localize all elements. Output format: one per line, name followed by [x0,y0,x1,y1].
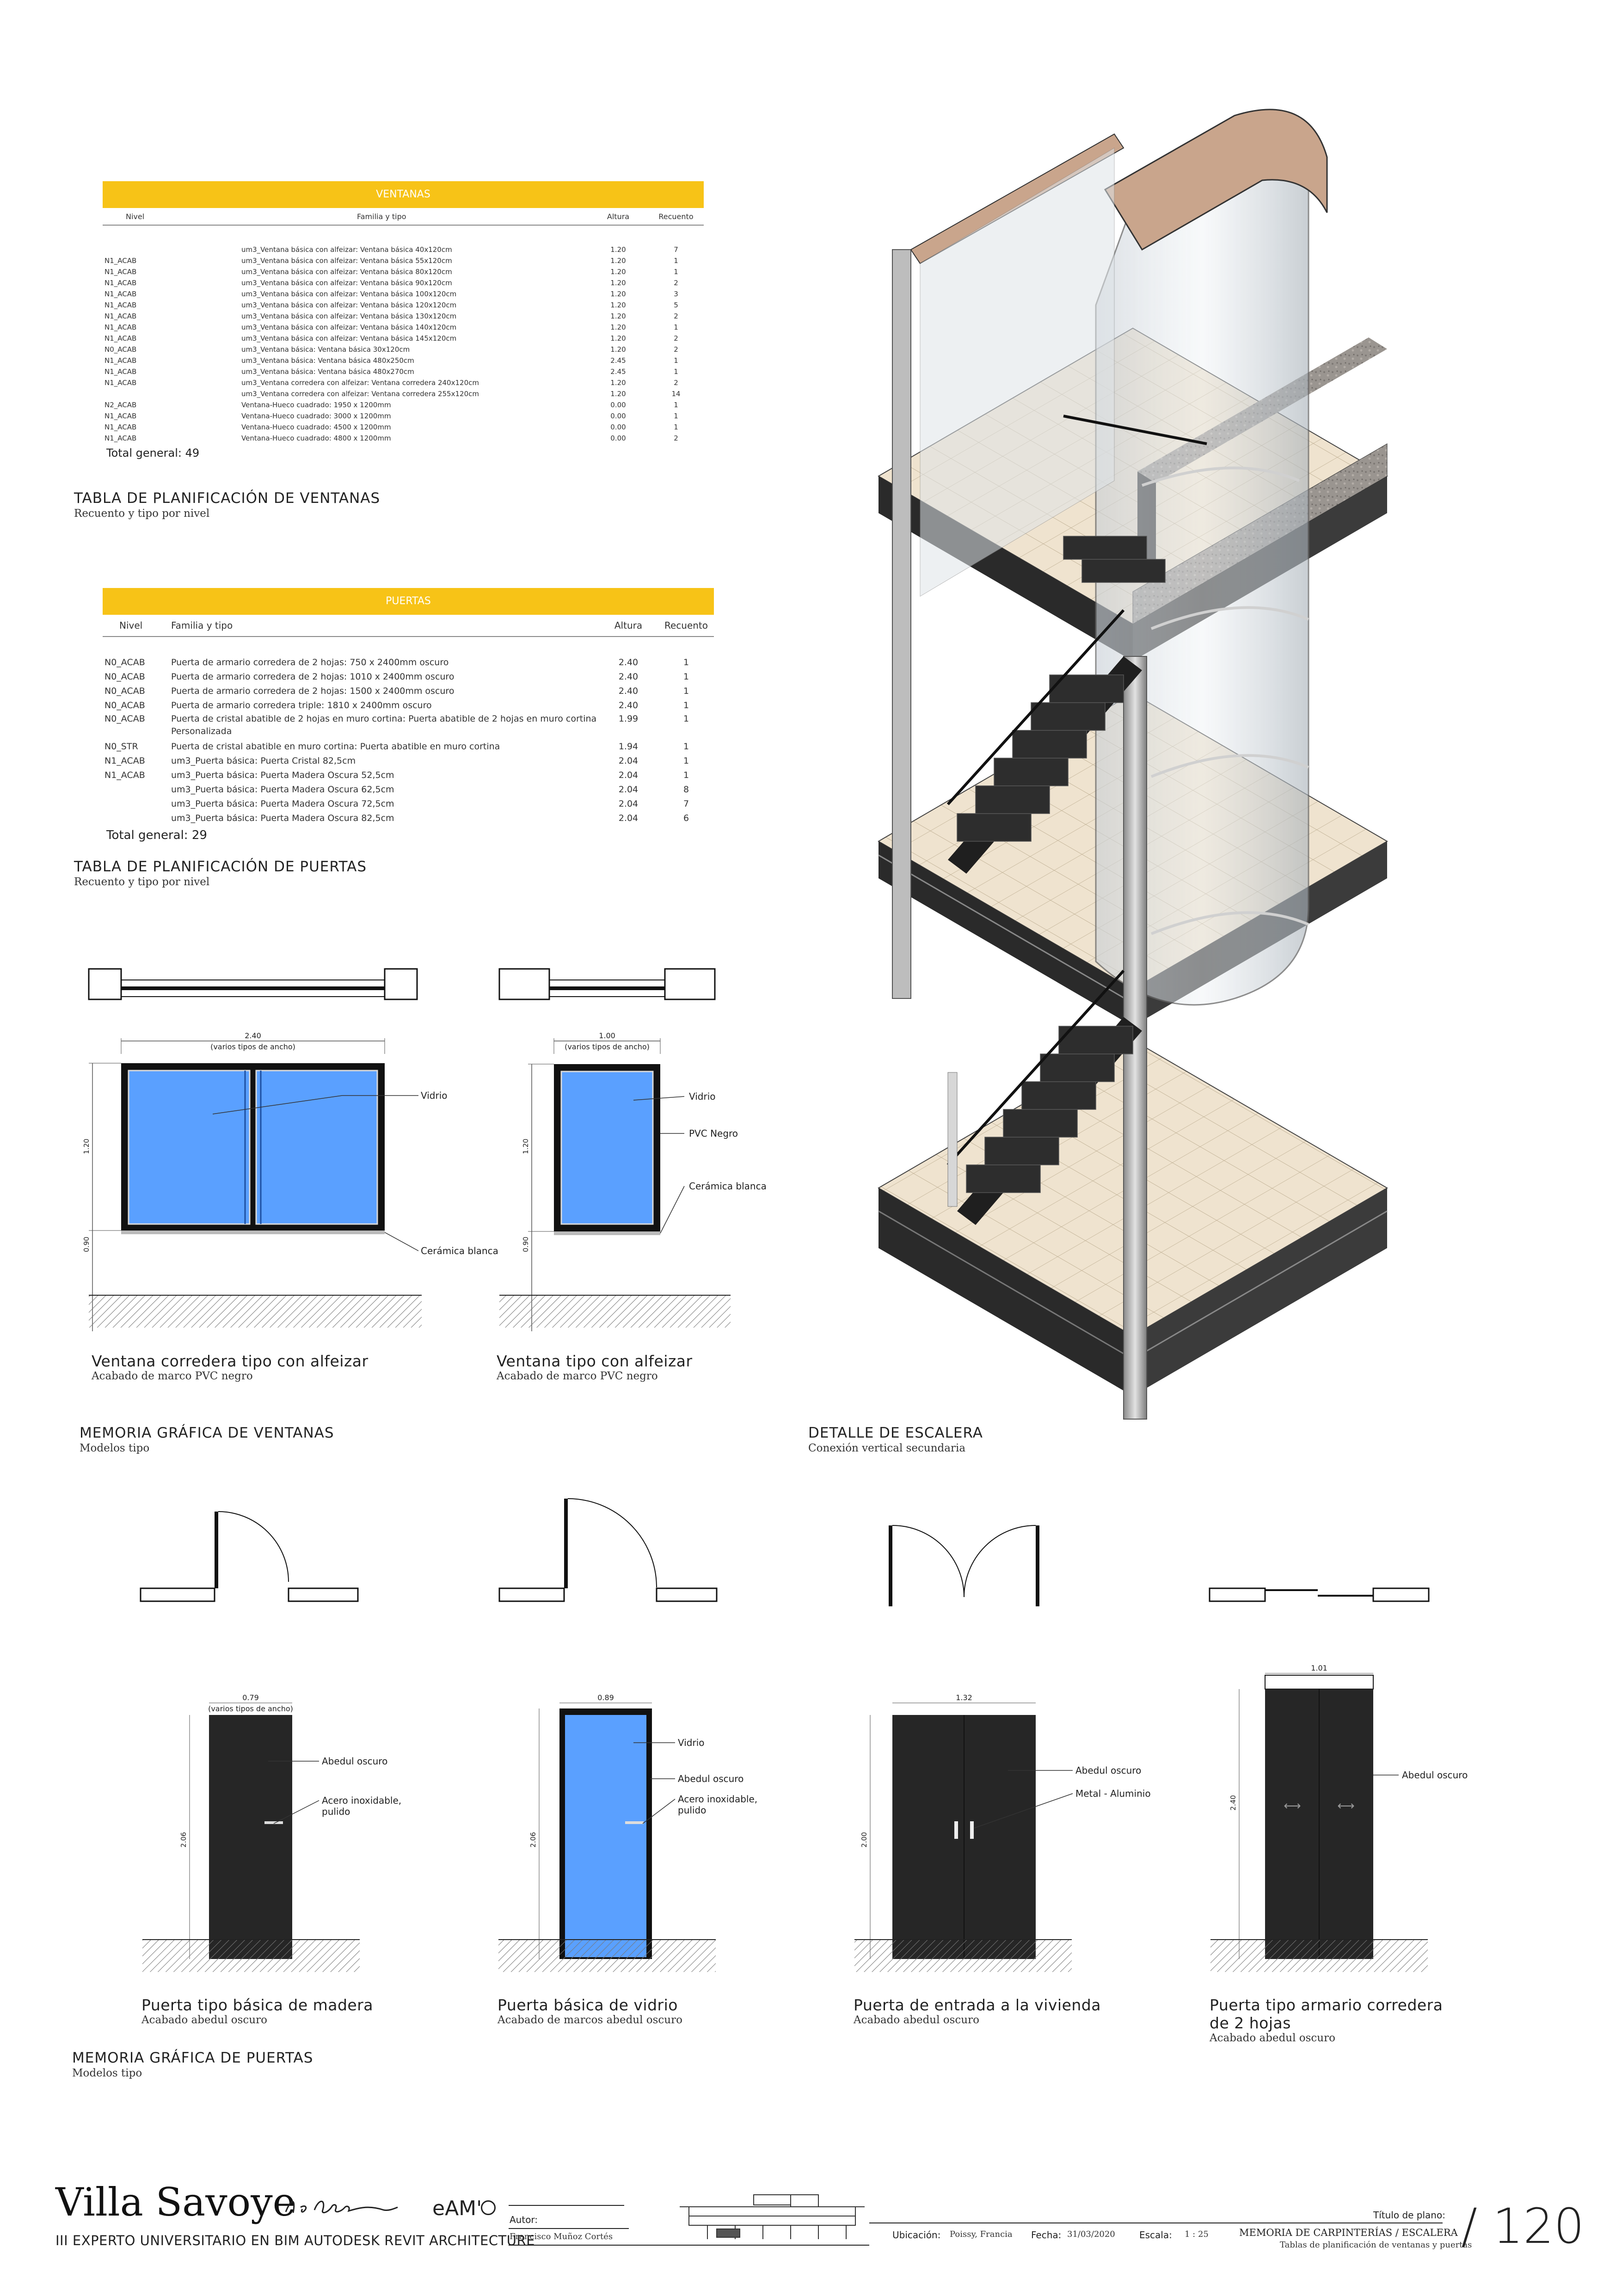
window-1-subtitle: Acabado de marco PVC negro [92,1370,253,1382]
table-row [103,433,704,444]
cell-familia: um3_Ventana corredera con alfeizar: Ventana corredera 240x120cm [241,379,479,387]
cell-recuento: 1 [683,657,689,667]
table-row [103,366,704,377]
table-row [103,311,704,322]
cell-altura: 2.45 [610,367,626,376]
ventanas-graficas-heading [80,1425,334,1454]
door-3-title: Puerta de entrada a la vivienda [854,1996,1101,2014]
table-row [103,377,704,388]
puertas-schedule-rows [103,655,714,826]
puertas-graficas-heading [72,2050,313,2079]
col-recuento: Recuento [664,620,708,631]
table-row [103,255,704,266]
col-nivel: Nivel [126,212,145,221]
autor-value: Francisco Muñoz Cortés [510,2232,613,2241]
cell-recuento: 6 [683,813,689,823]
cell-familia: um3_Ventana básica con alfeizar: Ventana básica 145x120cm [241,334,457,343]
door-2-label-2: Acero inoxidable, [678,1794,758,1805]
cell-altura: 1.20 [610,345,626,354]
window-1-note: (varios tipos de ancho) [210,1042,295,1051]
cell-nivel: N0_ACAB [104,714,145,724]
puertas-section-heading [74,858,367,888]
door-1-note: (varios tipos de ancho) [208,1704,293,1713]
door-4-caption [1210,1996,1443,2044]
section-subtitle: Recuento y tipo por nivel [74,876,210,888]
cell-recuento: 14 [671,390,681,398]
cell-nivel: N1_ACAB [104,279,137,287]
cell-familia: Puerta de cristal abatible de 2 hojas en muro cortina: Puerta abatible de 2 hojas en muro cortina Personalizada [171,714,597,736]
fecha-label: Fecha: [1031,2229,1062,2241]
cell-recuento: 3 [674,290,678,298]
table-row [103,684,714,698]
titulo-label: Título de plano: [1373,2210,1445,2221]
cell-nivel: N1_ACAB [104,367,137,376]
cell-nivel: N1_ACAB [104,290,137,298]
stair-isometric [865,120,1521,1414]
col-altura: Altura [607,212,630,221]
cell-recuento: 1 [674,356,678,365]
cell-nivel: N1_ACAB [104,770,145,780]
cell-nivel: N2_ACAB [104,401,137,409]
cell-recuento: 1 [683,714,689,724]
window-1-plan [89,969,417,999]
window-2-label-ceramica: Cerámica blanca [689,1181,767,1192]
window-2-plan [499,969,715,999]
section-title: TABLA DE PLANIFICACIÓN DE PUERTAS [74,858,367,875]
table-row [103,655,714,670]
cell-familia: um3_Puerta básica: Puerta Madera Oscura 82,5cm [171,813,394,823]
table-row [103,698,714,713]
cell-familia: um3_Ventana básica con alfeizar: Ventana básica 55x120cm [241,257,452,265]
window-2-title: Ventana tipo con alfeizar [497,1352,693,1370]
door-4-title: Puerta tipo armario corredera [1210,1996,1443,2014]
program-name: III EXPERTO UNIVERSITARIO EN BIM AUTODESK REVIT ARCHITECTURE [55,2233,535,2248]
eam-logo: eAM' [432,2197,482,2220]
cell-altura: 2.40 [618,700,639,710]
window-1-label-ceramica: Cerámica blanca [421,1245,498,1256]
cell-nivel: N1_ACAB [104,323,137,331]
cell-familia: Puerta de armario corredera triple: 1810 x 2400mm oscuro [171,700,432,710]
cell-familia: um3_Puerta básica: Puerta Madera Oscura 52,5cm [171,770,394,780]
door-3-width: 1.32 [956,1693,972,1702]
cell-altura: 2.04 [618,756,639,766]
cell-nivel: N1_ACAB [104,412,137,420]
section-subtitle: Recuento y tipo por nivel [74,508,210,520]
door-2 [499,1499,757,1959]
fecha-value: 31/03/2020 [1067,2229,1115,2239]
cell-familia: um3_Ventana básica con alfeizar: Ventana básica 120x120cm [241,301,457,309]
ventanas-total: Total general: 49 [106,447,200,459]
cell-nivel: N0_STR [104,741,138,752]
cell-recuento: 1 [683,770,689,780]
door-1-height: 2.06 [179,1832,188,1848]
window-2-caption [497,1352,693,1382]
window-1-elevation [82,1031,498,1331]
puertas-total: Total general: 29 [106,828,207,842]
door-4-height: 2.40 [1229,1795,1237,1811]
cell-familia: um3_Ventana básica: Ventana básica 480x270cm [241,367,414,376]
door-3-label-0: Abedul oscuro [1075,1765,1142,1776]
window-1-sill-height: 0.90 [82,1237,91,1252]
ventanas-schedule-header: VENTANAS [103,181,704,208]
signature-logo [282,2193,402,2221]
table-row [103,797,714,811]
cell-familia: um3_Puerta básica: Puerta Cristal 82,5cm [171,756,356,766]
door-4-width: 1.01 [1311,1664,1327,1672]
window-2-height: 1.20 [522,1139,530,1154]
cell-familia: um3_Ventana básica con alfeizar: Ventana básica 130x120cm [241,312,457,320]
cell-recuento: 1 [683,756,689,766]
door-3 [860,1525,1151,1959]
door-1-caption [141,1996,373,2026]
cell-recuento: 1 [674,323,678,331]
window-2-elevation [499,1031,767,1331]
col-recuento: Recuento [658,212,694,221]
section-title: MEMORIA GRÁFICA DE VENTANAS [80,1425,334,1441]
cell-altura: 1.20 [610,301,626,309]
escala-label: Escala: [1139,2229,1172,2241]
section-title: TABLA DE PLANIFICACIÓN DE VENTANAS [74,490,381,507]
cell-altura: 0.00 [610,401,626,409]
door-1-label-0: Abedul oscuro [322,1756,388,1767]
table-row [103,244,704,255]
cell-altura: 0.00 [610,423,626,431]
cell-altura: 1.94 [618,741,639,752]
glass-pane [256,1071,377,1224]
col-nivel: Nivel [119,620,143,631]
cell-nivel: N1_ACAB [104,334,137,343]
cell-nivel: N1_ACAB [104,423,137,431]
cell-familia: Puerta de armario corredera de 2 hojas: 1010 x 2400mm oscuro [171,672,455,682]
cell-altura: 1.20 [610,257,626,265]
cell-nivel: N0_ACAB [104,686,145,696]
window-1-title: Ventana corredera tipo con alfeizar [92,1352,369,1370]
cell-recuento: 7 [683,799,689,809]
cell-nivel: N1_ACAB [104,257,137,265]
cell-nivel: N1_ACAB [104,312,137,320]
ventanas-section-heading [74,490,380,520]
table-row [103,783,714,797]
window-drawings [79,961,767,1331]
table-row [103,344,704,355]
cell-recuento: 8 [683,784,689,795]
door-1 [141,1512,401,1959]
door-2-label-1: Abedul oscuro [678,1773,744,1784]
door-1-title: Puerta tipo básica de madera [141,1996,374,2014]
cell-nivel: N0_ACAB [104,345,137,354]
titulo-value: MEMORIA DE CARPINTERÍAS / ESCALERA [1239,2227,1458,2238]
cell-recuento: 2 [674,345,678,354]
window-2-label-vidrio: Vidrio [689,1091,716,1102]
cell-recuento: 2 [674,379,678,387]
window-1-height: 1.20 [82,1139,91,1154]
door-4 [1210,1588,1468,1959]
cell-recuento: 2 [674,312,678,320]
table-row [103,422,704,433]
door-3-label-1: Metal - Aluminio [1075,1788,1151,1799]
table-row [103,333,704,344]
door-1-label-1: Acero inoxidable, [322,1795,402,1806]
cell-familia: Puerta de armario corredera de 2 hojas: 1500 x 2400mm oscuro [171,686,455,696]
cell-recuento: 1 [683,741,689,752]
window-1-width: 2.40 [245,1031,261,1040]
table-row [103,740,714,754]
col-familia: Familia y tipo [357,212,406,221]
glass-pane [561,1071,653,1224]
cell-nivel: N0_ACAB [104,672,145,682]
cell-recuento: 5 [674,301,678,309]
cell-nivel [103,783,160,797]
cell-nivel: N1_ACAB [104,301,137,309]
door-2-height: 2.06 [529,1832,537,1848]
table-row [103,288,704,300]
window-2-width: 1.00 [599,1031,615,1040]
cell-familia: Ventana-Hueco cuadrado: 4500 x 1200mm [241,423,391,431]
puertas-schedule-columns [103,615,714,637]
cell-altura: 1.20 [610,312,626,320]
cell-recuento: 1 [683,686,689,696]
cell-altura: 1.20 [610,268,626,276]
table-row [103,266,704,277]
cell-nivel: N1_ACAB [104,379,137,387]
cell-nivel [103,388,172,399]
cell-altura: 2.40 [618,672,639,682]
cell-familia: um3_Ventana básica con alfeizar: Ventana básica 80x120cm [241,268,452,276]
cell-altura: 1.20 [610,323,626,331]
logo-ring-icon [481,2200,496,2215]
door-3-caption [854,1996,1101,2026]
window-1-label-vidrio: Vidrio [421,1090,448,1101]
door-2-width: 0.89 [597,1693,614,1702]
cell-familia: Ventana-Hueco cuadrado: 1950 x 1200mm [241,401,391,409]
door-4-label-0: Abedul oscuro [1402,1769,1468,1781]
cell-recuento: 2 [674,434,678,442]
cell-altura: 1.20 [610,390,626,398]
cell-altura: 2.04 [618,770,639,780]
cell-familia: um3_Ventana básica: Ventana básica 480x250cm [241,356,414,365]
cell-familia: um3_Ventana básica con alfeizar: Ventana básica 40x120cm [241,245,452,254]
cell-recuento: 1 [674,401,678,409]
door-2-caption [498,1996,682,2026]
door-ground-lines [139,1936,1461,1978]
door-3-height: 2.00 [860,1832,868,1848]
section-subtitle: Conexión vertical secundaria [808,1442,966,1454]
cell-recuento: 1 [683,700,689,710]
cell-altura: 0.00 [610,412,626,420]
table-row [103,410,704,422]
col-familia: Familia y tipo [171,620,233,631]
cell-recuento: 1 [674,412,678,420]
cell-nivel: N0_ACAB [104,657,145,667]
cell-familia: Ventana-Hueco cuadrado: 4800 x 1200mm [241,434,391,442]
col-altura: Altura [614,620,643,631]
cell-nivel [103,811,160,826]
cell-altura: 2.04 [618,784,639,795]
door-2-subtitle: Acabado de marcos abedul oscuro [498,2014,682,2026]
window-2-note: (varios tipos de ancho) [565,1042,650,1051]
cell-nivel: N0_ACAB [104,700,145,710]
cell-familia: um3_Ventana básica: Ventana básica 30x120cm [241,345,410,354]
ubicacion-value: Poissy, Francia [950,2229,1013,2239]
ventanas-schedule [103,181,704,459]
ventanas-schedule-columns [103,208,704,226]
cell-altura: 1.20 [610,379,626,387]
cell-familia: Puerta de armario corredera de 2 hojas: 750 x 2400mm oscuro [171,657,449,667]
cell-altura: 2.04 [618,799,639,809]
cell-familia: um3_Puerta básica: Puerta Madera Oscura 62,5cm [171,784,394,795]
cell-familia: um3_Ventana básica con alfeizar: Ventana básica 100x120cm [241,290,457,298]
table-row [103,277,704,288]
table-row [103,811,714,826]
cell-altura: 2.40 [618,657,639,667]
table-row [103,399,704,410]
villa-savoye-sketch [680,2190,865,2241]
slide-arrow-right-icon: ⟷ [1337,1799,1355,1813]
door-1-width: 0.79 [242,1693,259,1702]
autor-label: Autor: [510,2214,538,2225]
slide-arrow-left-icon: ⟷ [1284,1799,1301,1813]
cell-familia: um3_Ventana básica con alfeizar: Ventana básica 90x120cm [241,279,452,287]
cell-recuento: 2 [674,279,678,287]
cell-nivel: N1_ACAB [104,434,137,442]
project-name-display: Villa Savoye [55,2180,296,2225]
cell-recuento: 1 [674,423,678,431]
door-2-label-0: Vidrio [678,1737,705,1748]
cell-familia: Puerta de cristal abatible en muro cortina: Puerta abatible en muro cortina [171,741,500,752]
door-1-label-2: pulido [322,1806,350,1817]
cell-altura: 2.04 [618,813,639,823]
cell-recuento: 1 [674,367,678,376]
table-row [103,300,704,311]
cell-altura: 1.20 [610,290,626,298]
cell-recuento: 1 [674,268,678,276]
table-row [103,322,704,333]
cell-altura: 1.20 [610,245,626,254]
door-1-subtitle: Acabado abedul oscuro [141,2014,267,2026]
window-1-caption [92,1352,369,1382]
puertas-schedule [103,588,714,842]
ground-hatch [142,1940,1428,1972]
section-title: MEMORIA GRÁFICA DE PUERTAS [72,2050,313,2066]
window-2-label-pvc: PVC Negro [689,1128,738,1139]
window-2-subtitle: Acabado de marco PVC negro [497,1370,658,1382]
cell-nivel: N1_ACAB [104,756,145,766]
cell-nivel [103,244,172,255]
table-row [103,768,714,783]
table-row [103,355,704,366]
door-drawings [129,1498,1517,1960]
window-2-sill-height: 0.90 [522,1237,530,1252]
door-3-subtitle: Acabado abedul oscuro [854,2014,979,2026]
cell-altura: 2.45 [610,356,626,365]
door-2-label-3: pulido [678,1805,707,1816]
door-4-subtitle: Acabado abedul oscuro [1210,2032,1335,2044]
section-subtitle: Modelos tipo [80,1442,150,1454]
table-row [103,713,714,740]
glass-pane [129,1071,250,1224]
cell-altura: 0.00 [610,434,626,442]
door-4-title-line2: de 2 hojas [1210,2014,1291,2032]
escala-value: 1 : 25 [1185,2229,1209,2239]
cell-nivel [103,797,160,811]
cell-familia: um3_Puerta básica: Puerta Madera Oscura 72,5cm [171,799,394,809]
door-2-title: Puerta básica de vidrio [498,1996,678,2014]
escalera-heading [808,1425,983,1454]
cell-nivel: N1_ACAB [104,268,137,276]
cell-altura: 2.40 [618,686,639,696]
cell-recuento: 1 [674,257,678,265]
section-title: DETALLE DE ESCALERA [808,1425,983,1441]
cell-recuento: 2 [674,334,678,343]
cell-nivel: N1_ACAB [104,356,137,365]
glass-panel-edge [892,250,911,998]
cell-recuento: 1 [683,672,689,682]
table-row [103,670,714,684]
section-subtitle: Modelos tipo [72,2067,142,2079]
cell-altura: 1.20 [610,334,626,343]
cell-recuento: 7 [674,245,678,254]
sheet-number: / 120 [1461,2198,1585,2254]
puertas-schedule-header: PUERTAS [103,588,714,615]
titulo-subtitle: Tablas de planificación de ventanas y puertas [1280,2240,1472,2250]
table-row [103,754,714,768]
cell-familia: um3_Ventana corredera con alfeizar: Ventana corredera 255x120cm [241,390,479,398]
cell-altura: 1.20 [610,279,626,287]
cell-familia: Ventana-Hueco cuadrado: 3000 x 1200mm [241,412,391,420]
ventanas-schedule-rows [103,244,704,444]
ubicacion-label: Ubicación: [892,2229,941,2241]
cell-altura: 1.99 [618,714,639,724]
table-row [103,388,704,399]
cell-familia: um3_Ventana básica con alfeizar: Ventana básica 140x120cm [241,323,457,331]
